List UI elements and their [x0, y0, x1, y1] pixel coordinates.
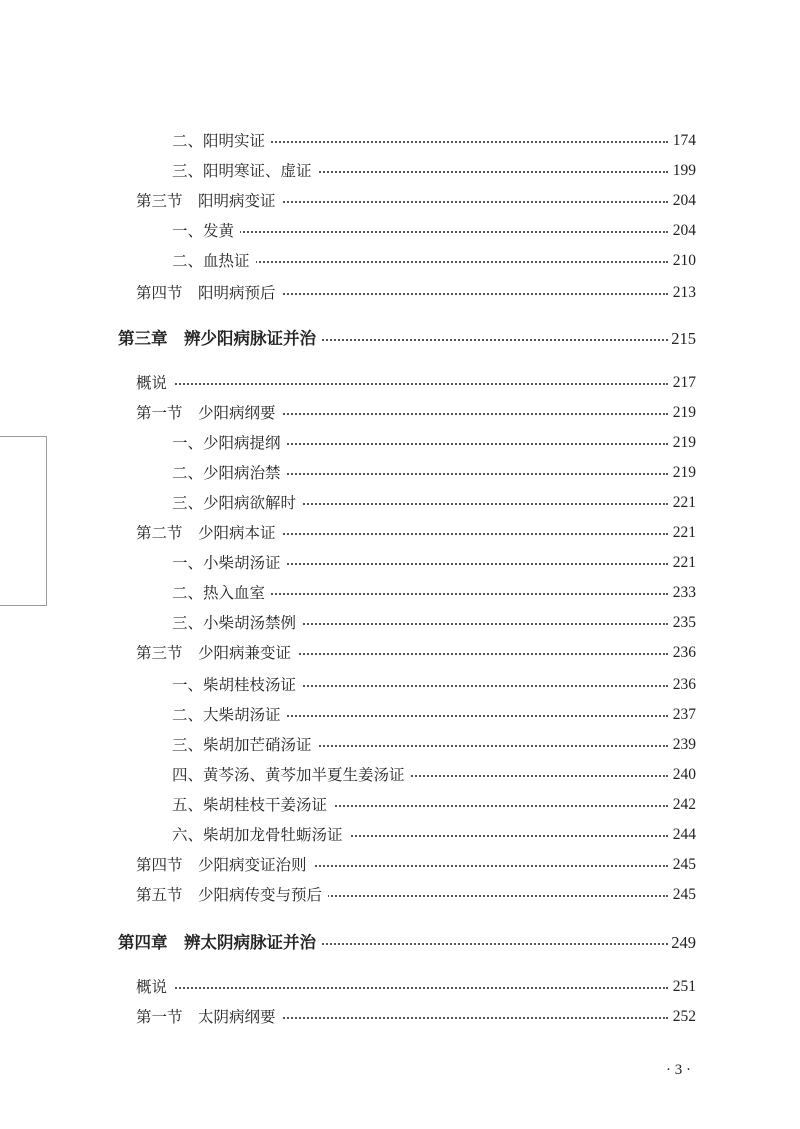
toc-entry-title: 第四节 少阳病变证治则 — [136, 852, 313, 878]
toc-entry-title: 五、柴胡桂枝干姜汤证 — [172, 792, 333, 818]
toc-entry-title: 第三节 阳明病变证 — [136, 188, 282, 214]
toc-item-row — [0, 248, 800, 274]
toc-entry-title: 六、柴胡加龙骨牡蛎汤证 — [172, 822, 349, 848]
toc-entry-title: 二、血热证 — [172, 248, 256, 274]
toc-entry-title: 第二节 少阳病本证 — [136, 520, 282, 546]
toc-entry-title: 三、阳明寒证、虚证 — [172, 158, 318, 184]
page-number: · 3 · — [666, 1062, 691, 1078]
toc-entry-page-number: 240 — [672, 766, 696, 783]
toc-entry-page-number: 237 — [672, 706, 696, 723]
toc-entry-title: 第四节 阳明病预后 — [136, 280, 282, 306]
toc-entry-title: 概说 — [136, 370, 173, 396]
toc-item-row — [0, 702, 800, 728]
toc-item-row — [0, 610, 800, 636]
toc-item-row — [0, 550, 800, 576]
toc-entry-title: 二、少阳病治禁 — [172, 460, 287, 486]
toc-item-row — [0, 158, 800, 184]
toc-entry-page-number: 244 — [672, 826, 696, 843]
toc-section-row — [0, 520, 800, 546]
dot-leader — [156, 383, 668, 385]
toc-section-row — [0, 280, 800, 306]
toc-chapter-row — [0, 326, 800, 352]
toc-entry-title: 第一节 少阳病纲要 — [136, 400, 282, 426]
toc-section-row — [0, 852, 800, 878]
toc-entry-title: 三、柴胡加芒硝汤证 — [172, 732, 318, 758]
toc-chapter-row — [0, 930, 800, 956]
toc-entry-page-number: 235 — [672, 614, 696, 631]
toc-entry-page-number: 236 — [672, 676, 696, 693]
toc-entry-title: 一、少阳病提纲 — [172, 430, 287, 456]
toc-entry-page-number: 219 — [672, 464, 696, 481]
toc-entry-page-number: 199 — [672, 162, 696, 179]
toc-item-row — [0, 792, 800, 818]
toc-item-row — [0, 672, 800, 698]
toc-item-row — [0, 128, 800, 154]
toc-entry-title: 第三节 少阳病兼变证 — [136, 640, 297, 666]
toc-entry-page-number: 242 — [672, 796, 696, 813]
toc-entry-title: 第四章 辨太阴病脉证并治 — [118, 930, 322, 956]
toc-section-row — [0, 974, 800, 1000]
toc-entry-title: 概说 — [136, 974, 173, 1000]
toc-entry-title: 一、柴胡桂枝汤证 — [172, 672, 302, 698]
toc-entry-title: 一、小柴胡汤证 — [172, 550, 287, 576]
toc-entry-page-number: 174 — [672, 132, 696, 149]
toc-entry-page-number: 221 — [672, 494, 696, 511]
toc-section-row — [0, 640, 800, 666]
dot-leader — [192, 231, 668, 233]
toc-item-row — [0, 218, 800, 244]
toc-entry-title: 一、发黄 — [172, 218, 240, 244]
toc-entry-page-number: 219 — [672, 434, 696, 451]
toc-section-row — [0, 188, 800, 214]
toc-entry-page-number: 251 — [672, 978, 696, 995]
toc-entry-page-number: 233 — [672, 584, 696, 601]
toc-entry-page-number: 217 — [672, 374, 696, 391]
toc-entry-page-number: 219 — [672, 404, 696, 421]
toc-entry-page-number: 221 — [672, 524, 696, 541]
toc-item-row — [0, 822, 800, 848]
toc-entry-title: 第一节 太阴病纲要 — [136, 1004, 282, 1030]
toc-section-row — [0, 400, 800, 426]
toc-item-row — [0, 580, 800, 606]
toc-entry-page-number: 215 — [671, 329, 696, 348]
toc-entry-page-number: 245 — [672, 886, 696, 903]
toc-entry-title: 二、大柴胡汤证 — [172, 702, 287, 728]
toc-entry-title: 四、黄芩汤、黄芩加半夏生姜汤证 — [172, 762, 411, 788]
toc-entry-title: 第三章 辨少阳病脉证并治 — [118, 326, 322, 352]
toc-section-row — [0, 882, 800, 908]
toc-entry-page-number: 245 — [672, 856, 696, 873]
toc-entry-title: 二、热入血室 — [172, 580, 271, 606]
toc-item-row — [0, 430, 800, 456]
toc-entry-page-number: 252 — [672, 1008, 696, 1025]
toc-entry-page-number: 204 — [672, 192, 696, 209]
toc-entry-page-number: 239 — [672, 736, 696, 753]
toc-entry-page-number: 210 — [672, 252, 696, 269]
toc-entry-page-number: 236 — [672, 644, 696, 661]
toc-entry-title: 三、小柴胡汤禁例 — [172, 610, 302, 636]
toc-entry-page-number: 249 — [671, 933, 696, 952]
toc-item-row — [0, 460, 800, 486]
toc-section-row — [0, 370, 800, 396]
toc-entry-title: 三、少阳病欲解时 — [172, 490, 302, 516]
toc-entry-title: 二、阳明实证 — [172, 128, 271, 154]
dot-leader — [192, 261, 668, 263]
toc-section-row — [0, 1004, 800, 1030]
toc-entry-page-number: 221 — [672, 554, 696, 571]
toc-item-row — [0, 732, 800, 758]
toc-item-row — [0, 762, 800, 788]
toc-entry-title: 第五节 少阳病传变与预后 — [136, 882, 328, 908]
toc-entry-page-number: 204 — [672, 222, 696, 239]
dot-leader — [156, 987, 668, 989]
toc-entry-page-number: 213 — [672, 284, 696, 301]
toc-item-row — [0, 490, 800, 516]
